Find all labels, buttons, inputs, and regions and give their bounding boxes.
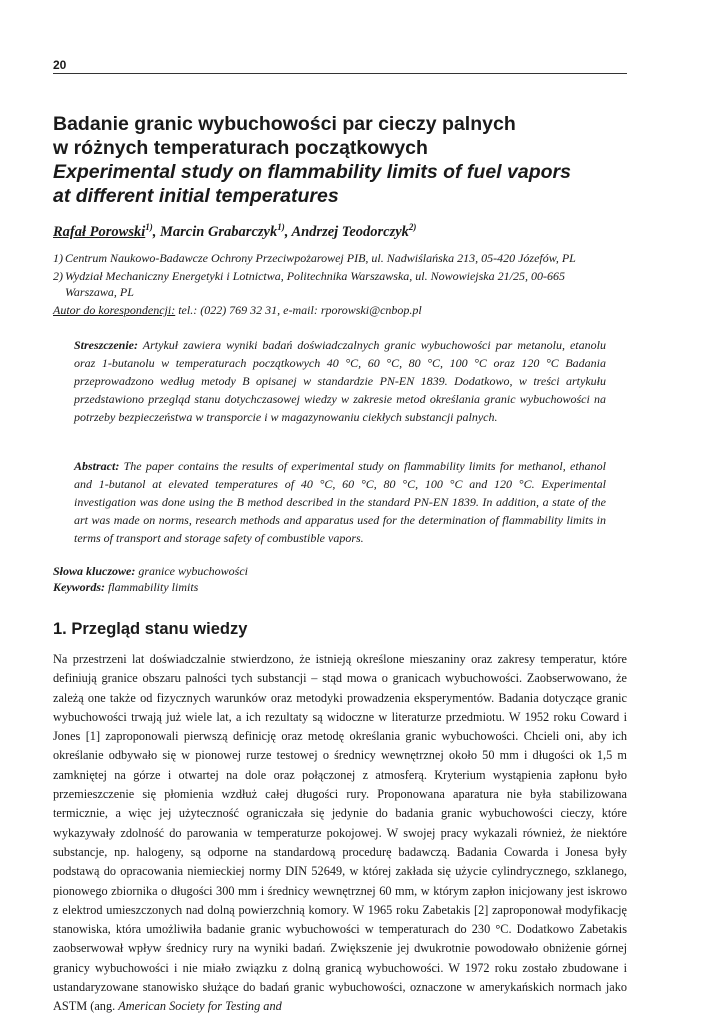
keywords-polish-text: granice wybuchowości [138, 564, 248, 578]
abstract-polish [74, 336, 606, 426]
affiliation-text-continued: Warszawa, PL [65, 285, 134, 299]
section-body-paragraph [53, 650, 627, 1017]
abstract-polish-text: Artykuł zawiera wyniki badań doświadczalnych granic wybuchowości par metanolu, etanolu oraz 1-butanolu w temperaturach początkowych 40 °C, 60 °C, 80 °C, 100 °C oraz 120 °C Badania przeprowadzono według metody B opisanej w standardzie PN-EN 1839. Dodatkowo, w treści artykułu przedstawiono przegląd stanu dotychczasowej wiedzy w zakresie metod określania granic wybuchowości na potrzeby bezpieczeństwa w transporcie i w magazynowaniu ciekłych substancji palnych. [74, 338, 606, 424]
body-text-italic: American Society for Testing and [118, 999, 282, 1014]
author-affiliation-mark: 1) [145, 222, 153, 232]
affiliation-text: Centrum Naukowo-Badawcze Ochrony Przeciwpożarowej PIB, ul. Nadwiślańska 213, 05-420 Józefów, PL [65, 251, 576, 265]
corresponding-author-contact: tel.: (022) 769 32 31, e-mail: rporowski@cnbop.pl [178, 303, 422, 317]
body-text: Na przestrzeni lat doświadczalnie stwierdzono, że istnieją określone mieszaniny oraz zakresy temperatur, które definiują granice obszaru palności tych substancji – stąd mowa o granicach wybuchowości. Zaobserwowano, że zależą one także od fizycznych warunków oraz metodyki prowadzenia eksperymentów. Badania dotyczące granic wybuchowości trwają już wiele lat, a ich rezultaty są widoczne w literaturze przedmiotu. W 1952 roku Coward i Jones [1] zaproponowali pierwszą definicję oraz metodę określania granic wybuchowości. Chcieli oni, aby ich określanie odbywało się w pionowej rurze testowej o średnicy wewnętrznej około 50 mm i długości ok 1,5 m zamkniętej na górze i otwartej na dole oraz połączonej z atmosferą. Kryterium wystąpienia zapłonu było przemieszczenie się płomienia wzdłuż całej długości rury. Proponowana aparatura nie była stabilizowana termicznie, a więc jej użyteczność ograniczała się jedynie do badania granic wybuchowości cieczy, które wykazywały zdolność do parowania w temperaturze pokojowej. W swojej pracy wykazali również, że niektóre substancje, np. halogeny, są odporne na standardową procedurę badawczą. Badania Cowarda i Jonesa były podstawą do opracowania niemieckiej normy DIN 52649, w której zakłada się użycie cylindrycznego, szklanego, pionowego zbiornika o długości 300 mm i średnicy wewnętrznej 60 mm, w którym zapłon inicjowany jest iskrowo z elektrod umieszczonych nad dolną powierzchnią komory. W 1965 roku Zabetakis [2] zaproponował modyfikację stanowiska, która umożliwiła badanie granic wybuchowości w temperaturach do 230 °C. Dodatkowo Zabetakis zaobserwował wpływ średnicy rury na wyniki badań. Zwiększenie jej dwukrotnie powodowało obniżenie górnej granicy wybuchowości i nie miało związku z dolną granicą wybuchowości. W 1972 roku zostało zbudowane i ustandaryzowane stanowisko służące do badań granic wybuchowości, oznaczone w amerykańskich normach jako ASTM (ang. [53, 652, 627, 1014]
keywords-english-text: flammability limits [108, 580, 199, 594]
author-affiliation-mark: 1) [277, 222, 285, 232]
abstract-polish-label: Streszczenie: [74, 338, 138, 352]
affiliation-text: Wydział Mechaniczny Energetyki i Lotnictwa, Politechnika Warszawska, ul. Nowowiejska 21/25, 00-665 [65, 269, 565, 283]
corresponding-author [53, 303, 422, 318]
page-number: 20 [53, 58, 67, 72]
keywords-polish-label: Słowa kluczowe: [53, 564, 136, 578]
keywords-polish [53, 563, 248, 579]
section-heading: 1. Przegląd stanu wiedzy [53, 620, 248, 638]
author-name: Andrzej Teodorczyk [291, 223, 409, 240]
abstract-english-label: Abstract: [74, 459, 120, 473]
title-pl-line-1: Badanie granic wybuchowości par cieczy palnych [53, 113, 516, 135]
header-rule [53, 73, 627, 74]
keywords-block [53, 563, 248, 595]
title-en-line-1: Experimental study on flammability limits of fuel vapors [53, 161, 571, 183]
affiliation-2 [53, 268, 628, 300]
title-en-line-2: at different initial temperatures [53, 185, 339, 207]
keywords-english [53, 579, 248, 595]
affiliation-number: 2) [53, 269, 63, 283]
affiliation-1 [53, 250, 628, 266]
author-name: Marcin Grabarczyk [160, 223, 278, 240]
title-block [53, 112, 633, 208]
keywords-english-label: Keywords: [53, 580, 105, 594]
title-pl-line-2: w różnych temperaturach początkowych [53, 137, 428, 159]
author-list: Rafał Porowski$^{1)}$, Marcin Grabarczyk$^{1)}$, Andrzej Teodorczyk$^{2)}$ [53, 222, 417, 240]
author-name: Rafał Porowski [53, 223, 146, 240]
abstract-english-text: The paper contains the results of experimental study on flammability limits for methanol, ethanol and 1-butanol at elevated temperatures of 40 °C, 60 °C, 80 °C, 100 °C and 120 °C. Experimental investigation was done using the B method described in the standard PN-EN 1839. In addition, a state of the art was made on norms, research methods and apparatus used for the determination of flammability limits in terms of transport and storage safety of combustible vapors. [74, 459, 606, 545]
author-affiliation-mark: 2) [408, 222, 417, 232]
affiliation-number: 1) [53, 251, 63, 265]
corresponding-author-label: Autor do korespondencji: [53, 303, 176, 317]
abstract-english [74, 457, 606, 547]
